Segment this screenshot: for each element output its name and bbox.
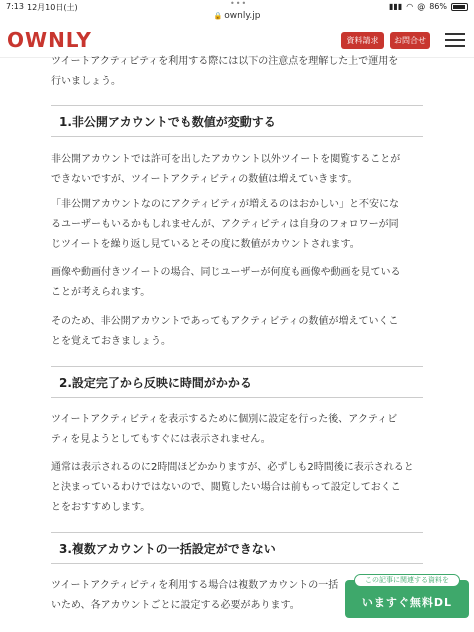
paragraph: そのため、非公開アカウントであってもアクティビティの数値が増えていくこ とを覚えておきましょう。 <box>51 316 399 347</box>
section-heading-1: 1.非公開アカウントでも数値が変動する <box>51 105 423 137</box>
menu-icon[interactable] <box>445 32 465 48</box>
status-date: 12月10日(土) <box>27 3 78 12</box>
section-heading-3: 3.複数アカウントの一括設定ができない <box>51 532 423 564</box>
download-cta[interactable] <box>345 574 469 618</box>
paragraph: 通常は表示されるのに2時間ほどかかりますが、必ずしも2時間後に表示されると と決まっているわけではないので、閲覧したい場合は前もって設定しておくこ とをおすすめします。 <box>51 462 414 513</box>
document-request-button[interactable]: 資料請求 <box>341 32 384 49</box>
address-bar[interactable] <box>0 11 474 21</box>
intro-paragraph: ツイートアクティビティを利用する際には以下の注意点を理解した上で運用を 行いましょう。 <box>51 56 399 87</box>
paragraph: 画像や動画付きツイートの場合、同じユーザーが何度も画像や動画を見ている ことが考えられます。 <box>51 267 401 298</box>
site-logo[interactable]: OWNLY <box>7 28 92 52</box>
lock-icon: 🔒 <box>213 12 223 20</box>
cta-download-button[interactable]: いますぐ無料DL <box>361 596 453 609</box>
location-icon: @ <box>417 2 426 11</box>
battery-percent: 86% <box>429 2 447 11</box>
paragraph: ツイートアクティビティを利用する場合は複数アカウントの一括 いため、各アカウントごとに設定する必要があります。 <box>51 580 339 611</box>
battery-icon <box>451 3 468 11</box>
section-heading-2: 2.設定完了から反映に時間がかかる <box>51 366 423 398</box>
url-text: ownly.jp <box>224 11 261 21</box>
paragraph: 「非公開アカウントなのにアクティビティが増えるのはおかしい」と不安にな るユーザーもいるかもしれませんが、アクティビティは自身のフォロワーが同 じツイートを繰り返し見ているとその度に数値がカウントされます。 <box>51 199 399 250</box>
status-time: 7:13 <box>6 2 24 11</box>
paragraph: ツイートアクティビティを表示するために個別に設定を行った後、アクティビ ティを見ようとしてもすぐには表示されません。 <box>51 414 398 445</box>
cta-tagline: この記事に関連する資料を <box>354 574 460 587</box>
wifi-icon: ◠ <box>406 2 414 11</box>
status-indicators <box>389 2 468 11</box>
paragraph: 非公開アカウントでは許可を出したアカウント以外ツイートを閲覧することが できないですが、ツイートアクティビティの数値は増えていきます。 <box>51 154 401 185</box>
multitask-dots-icon[interactable]: ••• <box>230 0 248 8</box>
contact-button[interactable]: お問合せ <box>390 32 430 49</box>
signal-icon: ▮▮▮ <box>389 2 403 11</box>
